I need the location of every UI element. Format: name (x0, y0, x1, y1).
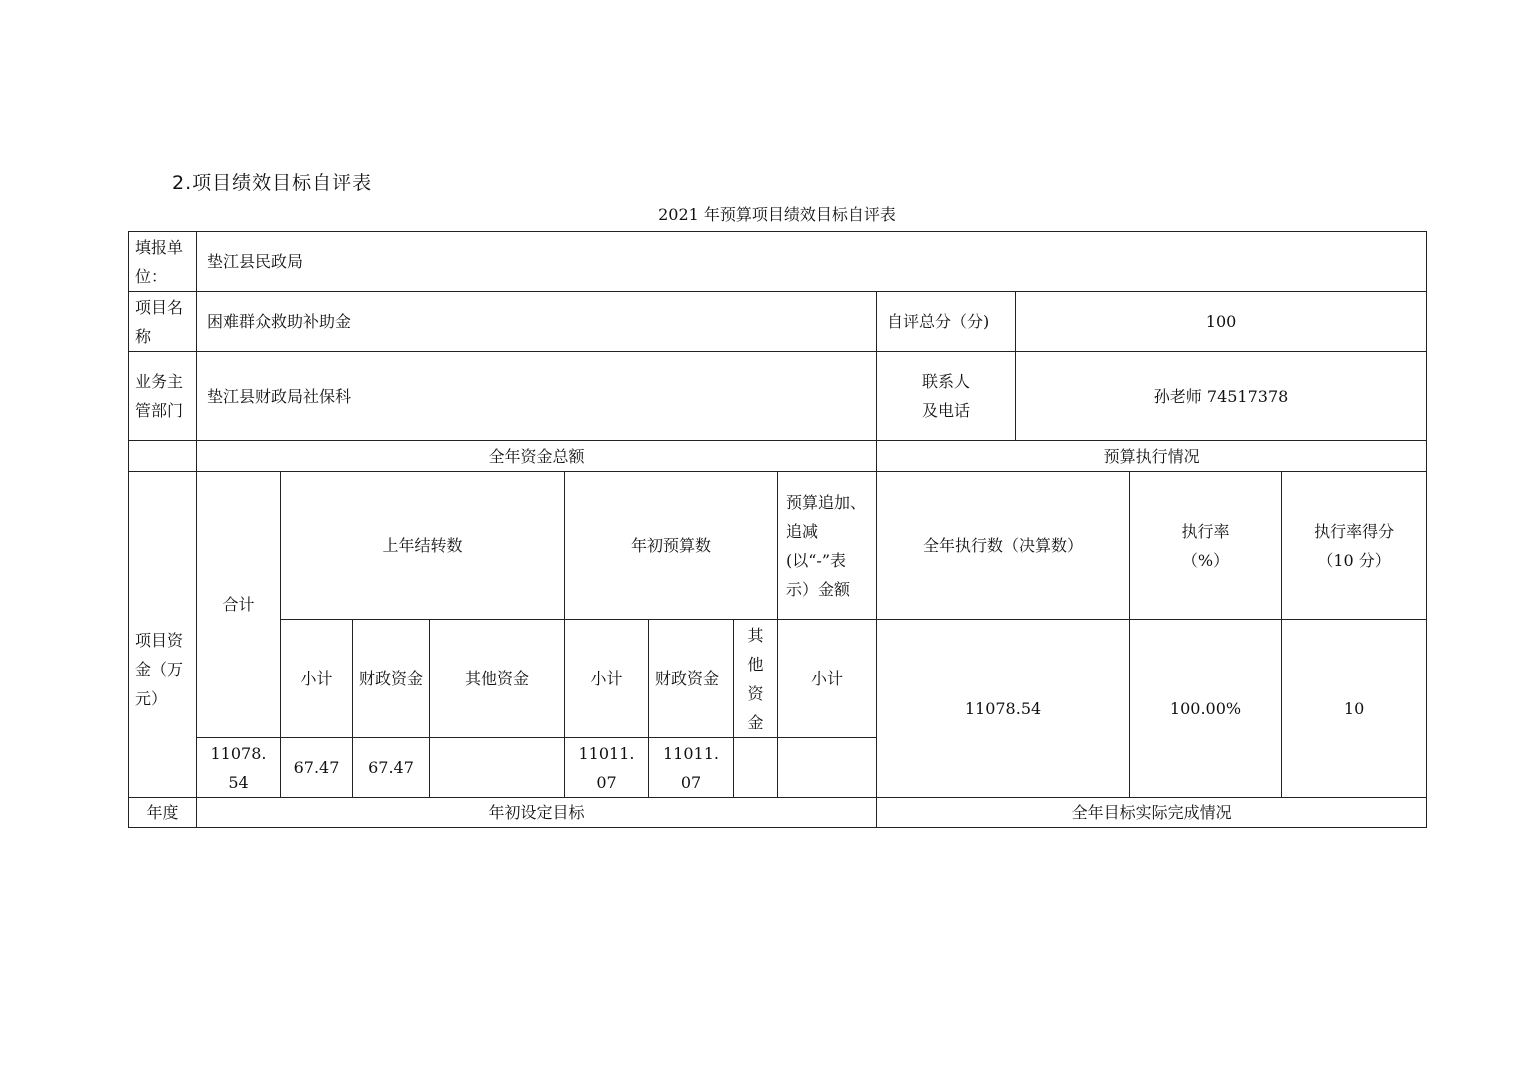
exec-total-header: 全年执行数（决算数） (877, 472, 1130, 620)
prev-subtotal-value: 67.47 (281, 738, 353, 798)
dept-row (129, 352, 1427, 441)
dept-value: 垫江县财政局社保科 (197, 352, 877, 441)
prev-subtotal-label: 小计 (281, 620, 353, 738)
total-funds-header: 全年资金总额 (197, 441, 877, 472)
init-other-label: 其他资金 (734, 620, 778, 738)
prev-fiscal-label: 财政资金 (353, 620, 430, 738)
project-row (129, 292, 1427, 352)
project-value: 困难群众救助补助金 (197, 292, 877, 352)
initial-budget-header: 年初预算数 (565, 472, 778, 620)
blank-cell (129, 441, 197, 472)
prev-other-label: 其他资金 (430, 620, 565, 738)
funds-header-row (129, 472, 1427, 620)
exec-total-value: 11078.54 (877, 620, 1130, 798)
adjust-subtotal-value (778, 738, 877, 798)
table-title: 2021 年预算项目绩效目标自评表 (658, 205, 896, 224)
unit-label: 填报单位： (129, 232, 197, 292)
total-label: 合计 (197, 472, 281, 738)
score-value: 100 (1016, 292, 1427, 352)
init-fiscal-value: 11011.07 (649, 738, 734, 798)
initial-goal-header: 年初设定目标 (197, 798, 877, 828)
contact-label: 联系人及电话 (877, 352, 1016, 441)
section-header-row (129, 441, 1427, 472)
project-label: 项目名称 (129, 292, 197, 352)
score-label: 自评总分（分) (877, 292, 1016, 352)
dept-label: 业务主管部门 (129, 352, 197, 441)
unit-row (129, 232, 1427, 292)
funds-subheader-row (129, 620, 1427, 738)
goals-row (129, 798, 1427, 828)
adjust-header: 预算追加、追减(以“-”表示）金额 (778, 472, 877, 620)
prev-fiscal-value: 67.47 (353, 738, 430, 798)
unit-value: 垫江县民政局 (197, 232, 1427, 292)
exec-rate-value: 100.00% (1130, 620, 1282, 798)
year-label: 年度 (129, 798, 197, 828)
funds-row-label: 项目资金（万元） (129, 472, 197, 798)
self-evaluation-table (128, 231, 1427, 828)
prev-other-value (430, 738, 565, 798)
init-fiscal-label: 财政资金 (649, 620, 734, 738)
adjust-subtotal-label: 小计 (778, 620, 877, 738)
init-subtotal-label: 小计 (565, 620, 649, 738)
init-subtotal-value: 11011.07 (565, 738, 649, 798)
prev-carry-header: 上年结转数 (281, 472, 565, 620)
section-heading: 2.项目绩效目标自评表 (172, 172, 373, 194)
exec-score-header: 执行率得分（10 分） (1282, 472, 1427, 620)
contact-value: 孙老师 74517378 (1016, 352, 1427, 441)
init-other-value (734, 738, 778, 798)
total-value: 11078.54 (197, 738, 281, 798)
exec-rate-header: 执行率（%） (1130, 472, 1282, 620)
actual-completion-header: 全年目标实际完成情况 (877, 798, 1427, 828)
budget-exec-header: 预算执行情况 (877, 441, 1427, 472)
exec-score-value: 10 (1282, 620, 1427, 798)
